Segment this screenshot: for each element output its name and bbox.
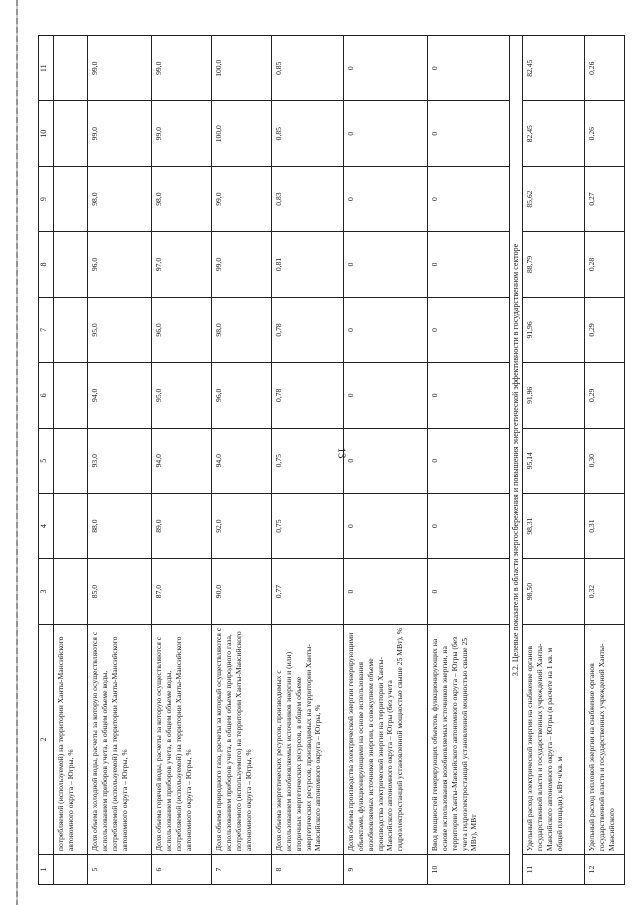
- indicator-value: 82,45: [523, 36, 585, 101]
- indicator-value: 0,85: [272, 101, 344, 166]
- scan-edge: [16, 0, 18, 905]
- indicator-value: [54, 166, 88, 231]
- indicator-value: 99,0: [212, 166, 272, 231]
- indicators-table: [38, 35, 625, 885]
- column-number: 1: [39, 855, 54, 885]
- column-number: 8: [39, 232, 54, 297]
- indicator-value: 0,27: [585, 166, 625, 231]
- row-index: 5: [88, 855, 152, 885]
- table-row: [428, 36, 510, 885]
- indicator-value: 100,0: [212, 36, 272, 101]
- column-number: 4: [39, 493, 54, 558]
- indicator-value: 0,26: [585, 36, 625, 101]
- row-index: 9: [344, 855, 428, 885]
- indicator-value: 98,31: [523, 493, 585, 558]
- indicator-value: 0,29: [585, 297, 625, 362]
- column-number: 10: [39, 101, 54, 166]
- indicator-value: 0: [428, 232, 510, 297]
- indicator-value: 91,96: [523, 297, 585, 362]
- indicator-value: 95,0: [152, 363, 212, 428]
- indicator-value: 92,0: [212, 493, 272, 558]
- column-number: 2: [39, 624, 54, 854]
- indicator-value: 89,0: [152, 493, 212, 558]
- indicator-value: 96,0: [88, 232, 152, 297]
- indicator-value: 0: [344, 363, 428, 428]
- indicator-value: 0: [344, 36, 428, 101]
- indicator-description: Доля объема горячей воды, расчеты за которую осуществляются с использованием приборов учета, в общем объеме воды, потребляемой (используемой) на территории Ханты-Мансийского автономного округа – Югры, %: [152, 624, 212, 854]
- indicator-value: 0,83: [272, 166, 344, 231]
- indicator-value: 0: [344, 297, 428, 362]
- indicator-value: 0: [344, 428, 428, 493]
- indicator-value: 96,0: [152, 297, 212, 362]
- indicator-value: 0,81: [272, 232, 344, 297]
- indicator-value: 97,0: [152, 232, 212, 297]
- indicator-description: Удельный расход тепловой энергии на снабжение органов государственной власти и государственных учреждений Ханты-Мансийского: [585, 624, 625, 854]
- indicator-value: [54, 232, 88, 297]
- table-row: [344, 36, 428, 885]
- indicator-value: 0,75: [272, 493, 344, 558]
- indicator-description: Доля объема холодной воды, расчеты за которую осуществляются с использованием приборов учета, в общем объеме воды, потребляемой (используемой) на территории Ханты-Мансийского автономного округа – Югры, %: [88, 624, 152, 854]
- row-index: 8: [272, 855, 344, 885]
- table-row: [272, 36, 344, 885]
- indicator-value: 87,0: [152, 559, 212, 624]
- indicator-value: 90,0: [212, 559, 272, 624]
- indicator-value: [54, 36, 88, 101]
- indicator-value: 94,0: [212, 428, 272, 493]
- indicator-value: 0,31: [585, 493, 625, 558]
- indicator-value: 0: [428, 36, 510, 101]
- indicator-value: 0: [344, 232, 428, 297]
- indicator-value: [54, 428, 88, 493]
- row-index: 7: [212, 855, 272, 885]
- indicator-description: Доля объема природного газа, расчеты за который осуществляются с использованием приборов учета, в общем объеме природного газа, потребляемого (используемого) на территории Ханты-Мансийского автономного округа – Югры, %: [212, 624, 272, 854]
- indicator-value: 98,0: [88, 166, 152, 231]
- page-number: 13: [335, 447, 348, 459]
- indicator-value: 0,78: [272, 363, 344, 428]
- row-index: 10: [428, 855, 510, 885]
- row-index: 12: [585, 855, 625, 885]
- indicator-value: 99,0: [88, 36, 152, 101]
- column-number-row: [39, 36, 54, 885]
- table-row: [523, 36, 585, 885]
- row-index: 6: [152, 855, 212, 885]
- indicator-value: 0: [344, 101, 428, 166]
- indicator-value: 98,0: [152, 166, 212, 231]
- column-number: 3: [39, 559, 54, 624]
- section-title-row: [510, 36, 523, 885]
- indicator-value: 0: [344, 166, 428, 231]
- indicator-description: Доля объема производства электрической энергии генерирующими объектами, функционирующими на основе использования возобновляемых источников энергии, в совокупном объеме производства электрической энергии на территории Ханты-Мансийского автономного округа – Югры (без учета гидроэлектростанций установленной мощностью свыше 25 МВт), %: [344, 624, 428, 854]
- indicator-description: Удельный расход электрической энергии на снабжение органов государственной власти и государственных учреждений Ханты-Мансийского автономного округа – Югры (в расчете на 1 кв. м общей площади), кВт·ч/кв. м: [523, 624, 585, 854]
- indicator-value: 0,28: [585, 232, 625, 297]
- table-row: [54, 36, 88, 885]
- indicator-value: 99,0: [152, 101, 212, 166]
- indicator-value: 93,0: [88, 428, 152, 493]
- indicator-value: 0: [428, 493, 510, 558]
- indicator-value: 88,79: [523, 232, 585, 297]
- indicator-value: 91,96: [523, 363, 585, 428]
- table-row: [88, 36, 152, 885]
- row-index: 11: [523, 855, 585, 885]
- indicator-value: 0,77: [272, 559, 344, 624]
- indicator-value: 98,50: [523, 559, 585, 624]
- indicator-value: 0,78: [272, 297, 344, 362]
- column-number: 9: [39, 166, 54, 231]
- indicator-value: [54, 363, 88, 428]
- section-title: 3.2. Целевые показатели в области энергосбережения и повышения энергетической эффективности в государственном секторе: [510, 36, 523, 885]
- indicator-value: 0: [428, 363, 510, 428]
- indicator-description: Доля объема энергетических ресурсов, производимых с использованием возобновляемых источников энергии и (или) вторичных энергетических ресурсов, в общем объеме энергетических ресурсов, производимых на территории Ханты-Мансийского автономного округа – Югры, %: [272, 624, 344, 854]
- column-number: 11: [39, 36, 54, 101]
- indicator-value: 82,45: [523, 101, 585, 166]
- indicator-value: 0,85: [272, 36, 344, 101]
- indicator-value: 88,0: [88, 493, 152, 558]
- indicator-value: 0: [428, 428, 510, 493]
- indicator-value: 0,75: [272, 428, 344, 493]
- indicator-value: [54, 493, 88, 558]
- indicator-value: 99,0: [152, 36, 212, 101]
- table-row: [152, 36, 212, 885]
- column-number: 7: [39, 297, 54, 362]
- indicator-value: 0: [428, 166, 510, 231]
- indicator-value: 95,14: [523, 428, 585, 493]
- indicator-value: [54, 297, 88, 362]
- indicator-value: 0: [344, 559, 428, 624]
- indicator-value: 99,0: [88, 101, 152, 166]
- table-row: [585, 36, 625, 885]
- indicator-value: 0: [428, 297, 510, 362]
- indicator-value: 94,0: [152, 428, 212, 493]
- indicator-value: 0: [428, 101, 510, 166]
- indicator-value: [54, 559, 88, 624]
- indicator-value: 0,30: [585, 428, 625, 493]
- indicator-value: 100,0: [212, 101, 272, 166]
- indicator-value: 85,62: [523, 166, 585, 231]
- indicator-value: 85,0: [88, 559, 152, 624]
- indicator-value: 0,26: [585, 101, 625, 166]
- indicator-value: 94,0: [88, 363, 152, 428]
- row-index: [54, 855, 88, 885]
- column-number: 5: [39, 428, 54, 493]
- indicator-value: 95,0: [88, 297, 152, 362]
- indicator-value: 0: [428, 559, 510, 624]
- indicator-value: 0,32: [585, 559, 625, 624]
- indicator-value: 98,0: [212, 297, 272, 362]
- rotated-page: [38, 35, 636, 885]
- indicator-description: Ввод мощностей генерирующих объектов, функционирующих на основе использования возобновляемых источников энергии, на территории Ханты-Мансийского автономного округа – Югры (без учета гидроэлектростанций установленной мощностью свыше 25 МВт), МВт: [428, 624, 510, 854]
- table-row: [212, 36, 272, 885]
- indicator-value: [54, 101, 88, 166]
- indicator-description: потребляемой (используемой) на территории Ханты-Мансийского автономного округа – Югры, %: [54, 624, 88, 854]
- indicator-value: 0,29: [585, 363, 625, 428]
- indicator-value: 96,0: [212, 363, 272, 428]
- column-number: 6: [39, 363, 54, 428]
- indicator-value: 0: [344, 493, 428, 558]
- indicator-value: 99,0: [212, 232, 272, 297]
